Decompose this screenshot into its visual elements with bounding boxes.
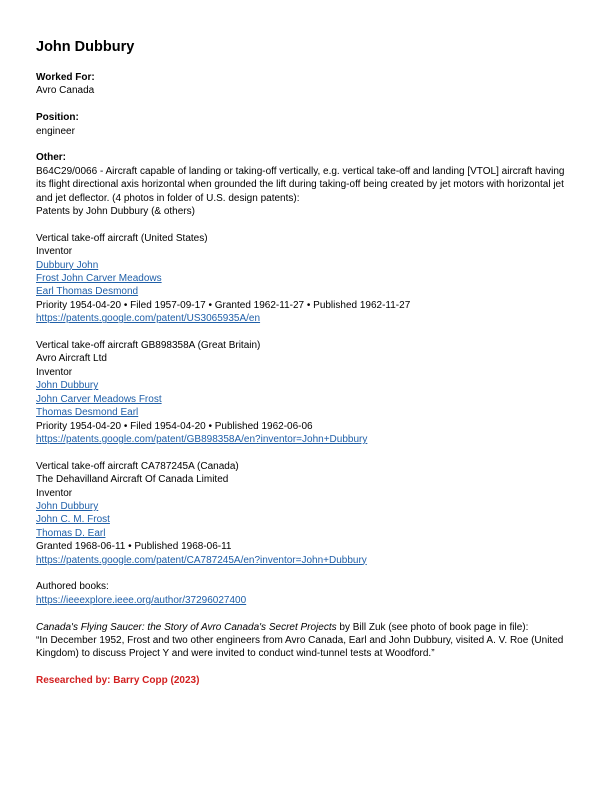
position-value: engineer	[36, 125, 75, 137]
book-title: Canada's Flying Saucer: the Story of Avro Canada's Secret Projects	[36, 621, 337, 633]
inventor-link[interactable]: Thomas D. Earl	[36, 527, 106, 539]
patent-url-link[interactable]: https://patents.google.com/patent/US3065935A/en	[36, 313, 261, 325]
position-section	[36, 111, 576, 138]
books-section	[36, 580, 576, 607]
worked-for-label: Worked For:	[36, 72, 95, 83]
inventor-link[interactable]: John Dubbury	[36, 380, 99, 392]
citation-section	[36, 621, 576, 661]
worked-for-section	[36, 71, 576, 98]
patent-url-link[interactable]: https://patents.google.com/patent/CA787245A/en?inventor=John+Dubbury	[36, 554, 367, 566]
patent-assignee: Avro Aircraft Ltd	[36, 353, 107, 365]
inventor-link[interactable]: Earl Thomas Desmond	[36, 286, 139, 298]
other-section	[36, 151, 576, 218]
worked-for-value: Avro Canada	[36, 85, 95, 97]
citation-quote: “In December 1952, Frost and two other engineers from Avro Canada, Earl and John Dubbury, visited A. V. Roe (United Kingdom) to discuss Project Y and were invited to conduct wind-tunnel tests at Woodford.”	[36, 634, 564, 660]
patent-entry-ca	[36, 460, 576, 567]
patent-entry-us	[36, 232, 576, 326]
citation-source	[36, 621, 576, 634]
patent-dates: Priority 1954-04-20 • Filed 1954-04-20 • Published 1962-06-06	[36, 420, 313, 432]
books-label: Authored books:	[36, 581, 109, 593]
books-url-link[interactable]: https://ieeexplore.ieee.org/author/37296027400	[36, 594, 247, 606]
inventor-label: Inventor	[36, 366, 73, 378]
patent-url-link[interactable]: https://patents.google.com/patent/GB898358A/en?inventor=John+Dubbury	[36, 433, 368, 445]
inventor-label: Inventor	[36, 246, 73, 258]
inventor-link[interactable]: Dubbury John	[36, 259, 99, 271]
researched-by: Researched by: Barry Copp (2023)	[36, 675, 200, 687]
patent-title: Vertical take-off aircraft CA787245A (Canada)	[36, 460, 239, 472]
position-label: Position:	[36, 112, 79, 124]
other-label: Other:	[36, 152, 66, 164]
inventor-link[interactable]: Thomas Desmond Earl	[36, 407, 139, 419]
inventor-link[interactable]: John C. M. Frost	[36, 514, 110, 526]
patent-title: Vertical take-off aircraft (United States)	[36, 232, 208, 244]
patents-intro: Patents by John Dubbury (& others)	[36, 206, 195, 218]
patent-assignee: The Dehavilland Aircraft Of Canada Limited	[36, 474, 229, 486]
inventor-link[interactable]: John Dubbury	[36, 500, 99, 512]
inventor-label: Inventor	[36, 487, 73, 499]
inventor-link[interactable]: Frost John Carver Meadows	[36, 273, 162, 285]
page-title: John Dubbury	[36, 39, 135, 55]
patent-dates: Priority 1954-04-20 • Filed 1957-09-17 • Granted 1962-11-27 • Published 1962-11-27	[36, 299, 411, 311]
other-description: B64C29/0066 - Aircraft capable of landing or taking-off vertically, e.g. vertical take-off and landing [VTOL] aircraft having its flight directional axis horizontal when grounded the lift during taking-off being created by jet motors with horizontal jet and jet deflector. (4 photos in folder of U.S. design patents):	[36, 165, 565, 204]
patent-title: Vertical take-off aircraft GB898358A (Great Britain)	[36, 340, 261, 352]
book-author-text: by Bill Zuk (see photo of book page in file):	[336, 621, 529, 633]
patent-dates: Granted 1968-06-11 • Published 1968-06-11	[36, 541, 232, 553]
inventor-link[interactable]: John Carver Meadows Frost	[36, 393, 162, 405]
patent-entry-gb	[36, 339, 576, 446]
